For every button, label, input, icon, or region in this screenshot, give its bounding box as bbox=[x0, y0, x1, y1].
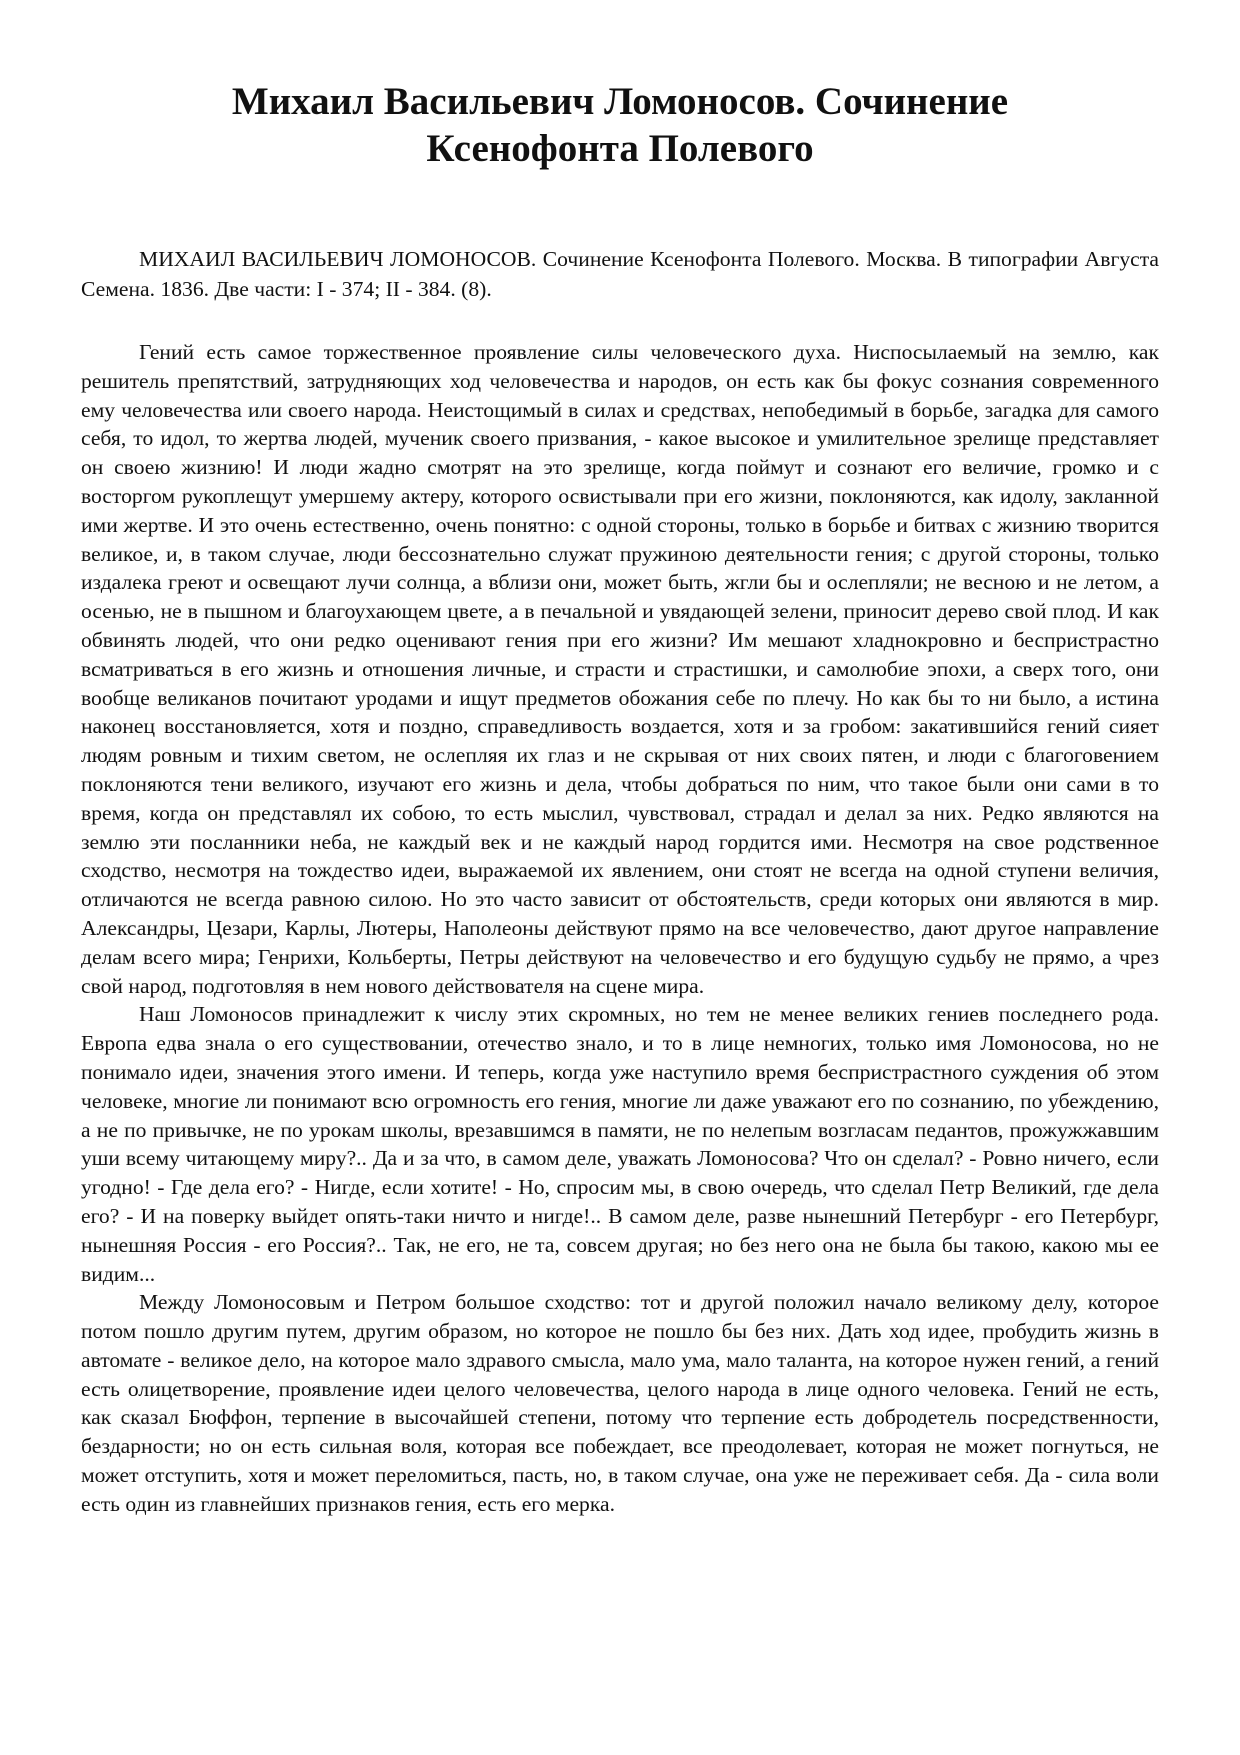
title-line-1: Михаил Васильевич Ломоносов. Сочинение bbox=[231, 80, 1009, 123]
paragraph-1: Гений есть самое торжественное проявление силы человеческого духа. Ниспосылаемый на землю, как решитель препятствий, затрудняющих ход человечества и народов, он есть как бы фокус сознания современного ему человечества или своего народа. Неистощимый в силах и средствах, непобедимый в борьбе, загадка для самого себя, то идол, то жертва людей, мученик своего призвания, - какое высокое и умилительное зрелище представляет он своею жизнию! И люди жадно смотрят на это зрелище, когда поймут и сознают его величие, громко и с восторгом рукоплещут умершему актеру, которого освистывали при его жизни, поклоняются, как идолу, закланной ими жертве. И это очень естественно, очень понятно: с одной стороны, только в борьбе и битвах с жизнию творится великое, и, в таком случае, люди бессознательно служат пружиною деятельности гения; с другой стороны, только издалека греют и освещают лучи солнца, а вблизи они, может быть, жгли бы и ослепляли; не весною и не летом, а осенью, не в пышном и благоухающем цвете, а в печальной и увядающей зелени, приносит дерево свой плод. И как обвинять людей, что они редко оценивают гения при его жизни? Им мешают хладнокровно и беспристрастно всматриваться в его жизнь и отношения личные, и страсти и страстишки, и самолюбие эпохи, а сверх того, они вообще великанов почитают уродами и ищут предметов обожания себе по плечу. Но как бы то ни было, а истина наконец восстановляется, хотя и поздно, справедливость воздается, хотя и за гробом: закатившийся гений сияет людям ровным и тихим светом, не ослепляя их глаз и не скрывая от них своих пятен, и люди с благоговением поклоняются тени великого, изучают его жизнь и дела, чтобы добраться по ним, что такое были они сами в то время, когда он представлял их собою, то есть мыслил, чувствовал, страдал и делал за них. Редко являются на землю эти посланники неба, не каждый век и не каждый народ гордится ими. Несмотря на свое родственное сходство, несмотря на тождество идеи, выражаемой их явлением, они стоят не всегда на одной ступени величия, отличаются не всегда равною силою. Но это часто зависит от обстоятельств, среди которых они являются в мир. Александры, Цезари, Карлы, Лютеры, Наполеоны действуют прямо на все человечество, дают другое направление делам всего мира; Генрихи, Кольберты, Петры действуют на человечество и его будущую судьбу не прямо, а чрез свой народ, подготовляя в нем нового действователя на сцене мира. bbox=[81, 340, 1159, 998]
title-line-2: Ксенофонта Полевого bbox=[426, 127, 814, 170]
bibliographic-imprint: МИХАИЛ ВАСИЛЬЕВИЧ ЛОМОНОСОВ. Сочинение Ксенофонта Полевого. Москва. В типографии Августа Семена. 1836. Две части: I - 374; II - 384. (8). bbox=[81, 247, 1159, 301]
paragraph-2: Наш Ломоносов принадлежит к числу этих скромных, но тем не менее великих гениев последнего рода. Европа едва знала о его существовании, отечество знало, и то в лице немногих, только имя Ломоносова, но не понимало идеи, значения этого имени. И теперь, когда уже наступило время беспристрастного суждения об этом человеке, многие ли понимают всю огромность его гения, многие ли даже уважают его по сознанию, по убеждению, а не по привычке, не по урокам школы, врезавшимся в памяти, не по нелепым возгласам педантов, прожужжавшим уши всему читающему миру?.. Да и за что, в самом деле, уважать Ломоносова? Что он сделал? - Ровно ничего, если угодно! - Где дела его? - Нигде, если хотите! - Но, спросим мы, в свою очередь, что сделал Петр Великий, где дела его? - И на поверку выйдет опять-таки ничто и нигде!.. В самом деле, разве нынешний Петербург - его Петербург, нынешняя Россия - его Россия?.. Так, не его, не та, совсем другая; но без него она не была бы такою, какою мы ее видим... bbox=[81, 1002, 1159, 1286]
page-title bbox=[81, 78, 1159, 172]
paragraph-3: Между Ломоносовым и Петром большое сходство: тот и другой положил начало великому делу, которое потом пошло другим путем, другим образом, но которое не пошло бы без них. Дать ход идее, пробудить жизнь в автомате - великое дело, на которое мало здравого смысла, мало ума, мало таланта, на которое нужен гений, а гений есть олицетворение, проявление идеи целого человечества, целого народа в лице одного человека. Гений не есть, как сказал Бюффон, терпение в высочайшей степени, потому что терпение есть добродетель посредственности, бездарности; но он есть сильная воля, которая все побеждает, все преодолевает, которая не может погнуться, не может отступить, хотя и может переломиться, пасть, но, в таком случае, она уже не переживает себя. Да - сила воли есть один из главнейших признаков гения, есть его мерка. bbox=[81, 1290, 1159, 1516]
